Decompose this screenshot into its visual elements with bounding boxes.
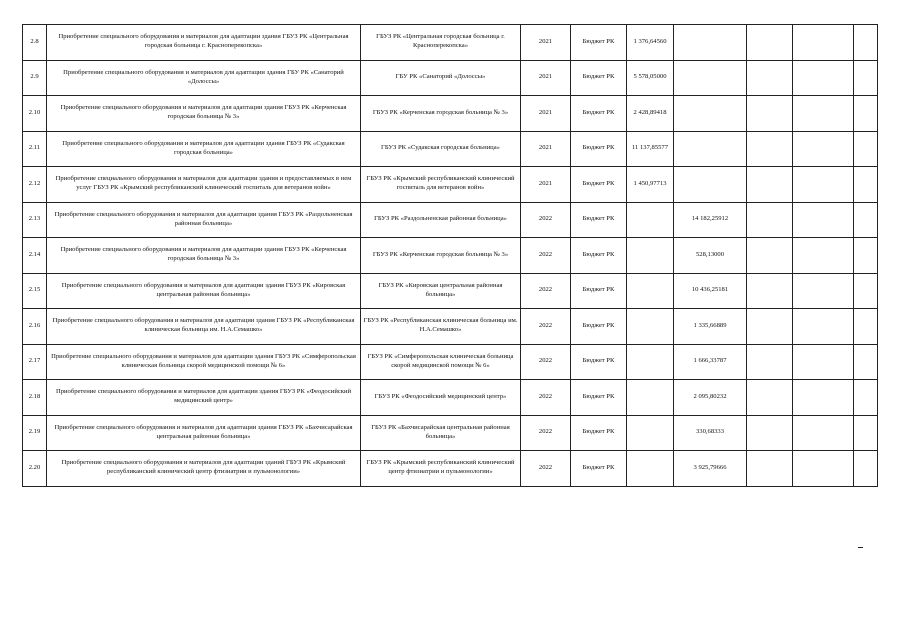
measure-name-cell: Приобретение специального оборудования и материалов для адаптации здания ГБУЗ РК «Керченская городская больница № 3» <box>47 96 361 132</box>
amount-2022-cell: 2 095,80232 <box>674 380 747 416</box>
row-number-cell: 2.13 <box>23 202 47 238</box>
amount-2021-cell <box>627 238 674 274</box>
row-number-cell: 2.12 <box>23 167 47 203</box>
funding-source-cell: Бюджет РК <box>571 415 627 451</box>
year-cell: 2022 <box>521 309 571 345</box>
measure-name-cell: Приобретение специального оборудования и материалов для адаптации здания и предоставляемых в нем услуг ГБУЗ РК «Крымский республиканский клинический госпиталь для ветеранов войн» <box>47 167 361 203</box>
measure-name-cell: Приобретение специального оборудования и материалов для адаптации здания ГБУЗ РК «Судакская городская больница» <box>47 131 361 167</box>
amount-2021-cell <box>627 202 674 238</box>
executor-cell: ГБУЗ РК «Бахчисарайская центральная районная больница» <box>361 415 521 451</box>
funding-source-cell: Бюджет РК <box>571 238 627 274</box>
empty-cell-2 <box>793 415 854 451</box>
empty-cell-1 <box>747 25 793 61</box>
row-number-cell: 2.15 <box>23 273 47 309</box>
amount-2022-cell: 1 335,66889 <box>674 309 747 345</box>
empty-cell-2 <box>793 96 854 132</box>
year-cell: 2022 <box>521 380 571 416</box>
table-row <box>23 167 878 203</box>
table-row <box>23 344 878 380</box>
amount-2021-cell <box>627 380 674 416</box>
year-cell: 2022 <box>521 451 571 487</box>
funding-source-cell: Бюджет РК <box>571 309 627 345</box>
empty-cell-2 <box>793 25 854 61</box>
measure-name-cell: Приобретение специального оборудования и материалов для адаптации здания ГБУЗ РК «Феодосийский медицинский центр» <box>47 380 361 416</box>
empty-cell-2 <box>793 273 854 309</box>
empty-cell-2 <box>793 344 854 380</box>
empty-cell-1 <box>747 60 793 96</box>
executor-cell: ГБУЗ РК «Кировская центральная районная больница» <box>361 273 521 309</box>
amount-2021-cell: 1 450,97713 <box>627 167 674 203</box>
measure-name-cell: Приобретение специального оборудования и материалов для адаптации здания ГБУЗ РК «Симферопольская клиническая больница скорой медицинской помощи № 6» <box>47 344 361 380</box>
executor-cell: ГБУЗ РК «Республиканская клиническая больница им. Н.А.Семашко» <box>361 309 521 345</box>
empty-cell-3 <box>854 415 878 451</box>
empty-cell-3 <box>854 60 878 96</box>
year-cell: 2021 <box>521 60 571 96</box>
program-table <box>22 24 878 487</box>
empty-cell-3 <box>854 25 878 61</box>
empty-cell-3 <box>854 238 878 274</box>
row-number-cell: 2.10 <box>23 96 47 132</box>
empty-cell-3 <box>854 202 878 238</box>
row-number-cell: 2.9 <box>23 60 47 96</box>
year-cell: 2021 <box>521 131 571 167</box>
row-number-cell: 2.8 <box>23 25 47 61</box>
row-number-cell: 2.11 <box>23 131 47 167</box>
year-cell: 2022 <box>521 202 571 238</box>
table-row <box>23 96 878 132</box>
row-number-cell: 2.19 <box>23 415 47 451</box>
empty-cell-3 <box>854 309 878 345</box>
amount-2022-cell: 14 182,25912 <box>674 202 747 238</box>
executor-cell: ГБУЗ РК «Крымский республиканский клинический центр фтизиатрии и пульмонологии» <box>361 451 521 487</box>
measure-name-cell: Приобретение специального оборудования и материалов для адаптации здания ГБУЗ РК «Керченская городская больница № 3» <box>47 238 361 274</box>
year-cell: 2022 <box>521 273 571 309</box>
empty-cell-3 <box>854 273 878 309</box>
amount-2022-cell <box>674 96 747 132</box>
measure-name-cell: Приобретение специального оборудования и материалов для адаптации здания ГБУЗ РК «Раздольненская районная больница» <box>47 202 361 238</box>
funding-source-cell: Бюджет РК <box>571 25 627 61</box>
empty-cell-2 <box>793 309 854 345</box>
executor-cell: ГБУЗ РК «Симферопольская клиническая больница скорой медицинской помощи № 6» <box>361 344 521 380</box>
table-body <box>23 25 878 487</box>
empty-cell-2 <box>793 202 854 238</box>
measure-name-cell: Приобретение специального оборудования и материалов для адаптации зданий ГБУЗ РК «Крымский республиканский клинический центр фтизиатрии и пульмонологии» <box>47 451 361 487</box>
year-cell: 2022 <box>521 344 571 380</box>
amount-2022-cell <box>674 167 747 203</box>
empty-cell-2 <box>793 131 854 167</box>
amount-2021-cell <box>627 451 674 487</box>
table-row <box>23 202 878 238</box>
amount-2021-cell <box>627 273 674 309</box>
amount-2022-cell <box>674 60 747 96</box>
amount-2021-cell: 1 376,64560 <box>627 25 674 61</box>
amount-2021-cell <box>627 344 674 380</box>
row-number-cell: 2.18 <box>23 380 47 416</box>
year-cell: 2022 <box>521 415 571 451</box>
executor-cell: ГБУЗ РК «Судакская городская больница» <box>361 131 521 167</box>
empty-cell-3 <box>854 451 878 487</box>
empty-cell-2 <box>793 380 854 416</box>
year-cell: 2021 <box>521 25 571 61</box>
row-number-cell: 2.17 <box>23 344 47 380</box>
table-row <box>23 131 878 167</box>
executor-cell: ГБУЗ РК «Центральная городская больница г. Красноперекопска» <box>361 25 521 61</box>
measure-name-cell: Приобретение специального оборудования и материалов для адаптации здания ГБУЗ РК «Республиканская клиническая больница им. Н.А.Семашко» <box>47 309 361 345</box>
amount-2022-cell: 330,68333 <box>674 415 747 451</box>
amount-2022-cell: 528,13000 <box>674 238 747 274</box>
executor-cell: ГБУЗ РК «Раздольненская районная больница» <box>361 202 521 238</box>
table-row <box>23 415 878 451</box>
measure-name-cell: Приобретение специального оборудования и материалов для адаптации здания ГБУЗ РК «Центральная городская больница г. Красноперекопска» <box>47 25 361 61</box>
empty-cell-3 <box>854 96 878 132</box>
year-cell: 2022 <box>521 238 571 274</box>
funding-source-cell: Бюджет РК <box>571 202 627 238</box>
funding-source-cell: Бюджет РК <box>571 167 627 203</box>
empty-cell-1 <box>747 415 793 451</box>
table-row <box>23 60 878 96</box>
row-number-cell: 2.14 <box>23 238 47 274</box>
row-number-cell: 2.16 <box>23 309 47 345</box>
year-cell: 2021 <box>521 96 571 132</box>
amount-2022-cell: 3 925,79666 <box>674 451 747 487</box>
empty-cell-1 <box>747 380 793 416</box>
empty-cell-1 <box>747 273 793 309</box>
table-row <box>23 238 878 274</box>
empty-cell-1 <box>747 131 793 167</box>
amount-2021-cell <box>627 415 674 451</box>
empty-cell-1 <box>747 344 793 380</box>
empty-cell-1 <box>747 202 793 238</box>
empty-cell-2 <box>793 451 854 487</box>
table-row <box>23 451 878 487</box>
amount-2021-cell <box>627 309 674 345</box>
funding-source-cell: Бюджет РК <box>571 380 627 416</box>
table-row <box>23 380 878 416</box>
empty-cell-1 <box>747 96 793 132</box>
funding-source-cell: Бюджет РК <box>571 344 627 380</box>
amount-2021-cell: 11 137,85577 <box>627 131 674 167</box>
empty-cell-3 <box>854 380 878 416</box>
amount-2022-cell <box>674 131 747 167</box>
funding-source-cell: Бюджет РК <box>571 131 627 167</box>
amount-2022-cell: 10 436,25181 <box>674 273 747 309</box>
funding-source-cell: Бюджет РК <box>571 96 627 132</box>
empty-cell-1 <box>747 238 793 274</box>
empty-cell-3 <box>854 167 878 203</box>
year-cell: 2021 <box>521 167 571 203</box>
funding-source-cell: Бюджет РК <box>571 60 627 96</box>
empty-cell-1 <box>747 167 793 203</box>
executor-cell: ГБУЗ РК «Крымский республиканский клинический госпиталь для ветеранов войн» <box>361 167 521 203</box>
amount-2021-cell: 5 578,05000 <box>627 60 674 96</box>
table-row <box>23 309 878 345</box>
empty-cell-2 <box>793 238 854 274</box>
measure-name-cell: Приобретение специального оборудования и материалов для адаптации здания ГБУЗ РК «Бахчисарайская центральная районная больница» <box>47 415 361 451</box>
funding-source-cell: Бюджет РК <box>571 273 627 309</box>
executor-cell: ГБУЗ РК «Феодосийский медицинский центр» <box>361 380 521 416</box>
amount-2022-cell <box>674 25 747 61</box>
measure-name-cell: Приобретение специального оборудования и материалов для адаптации здания ГБУ РК «Санаторий «Долоссы» <box>47 60 361 96</box>
executor-cell: ГБУЗ РК «Керченская городская больница № 3» <box>361 96 521 132</box>
empty-cell-2 <box>793 167 854 203</box>
table-row <box>23 273 878 309</box>
page-dash-mark <box>858 547 863 548</box>
empty-cell-3 <box>854 131 878 167</box>
amount-2022-cell: 1 666,33787 <box>674 344 747 380</box>
empty-cell-3 <box>854 344 878 380</box>
empty-cell-2 <box>793 60 854 96</box>
table-row <box>23 25 878 61</box>
executor-cell: ГБУ РК «Санаторий «Долоссы» <box>361 60 521 96</box>
executor-cell: ГБУЗ РК «Керченская городская больница № 3» <box>361 238 521 274</box>
funding-source-cell: Бюджет РК <box>571 451 627 487</box>
empty-cell-1 <box>747 451 793 487</box>
empty-cell-1 <box>747 309 793 345</box>
measure-name-cell: Приобретение специального оборудования и материалов для адаптации здания ГБУЗ РК «Кировская центральная районная больница» <box>47 273 361 309</box>
amount-2021-cell: 2 428,89418 <box>627 96 674 132</box>
row-number-cell: 2.20 <box>23 451 47 487</box>
